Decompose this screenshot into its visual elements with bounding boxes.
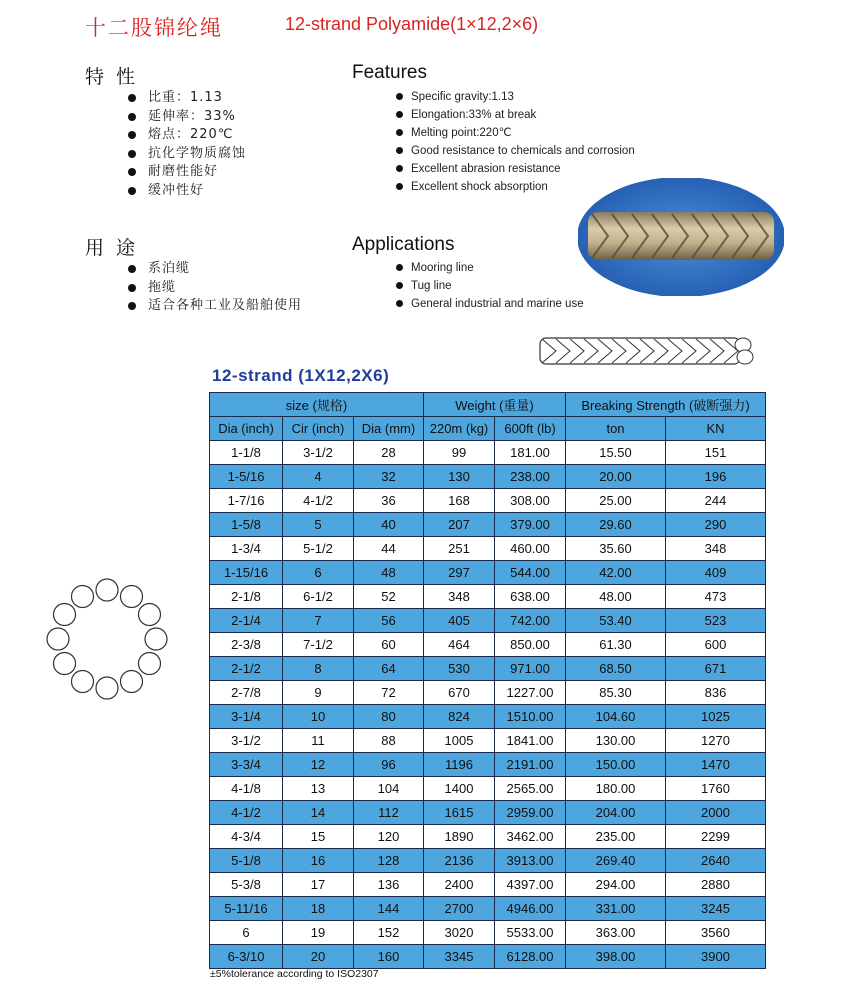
table-cell: 5 (283, 513, 354, 537)
table-cell: 151 (666, 441, 766, 465)
table-row (210, 633, 766, 657)
table-cell: 742.00 (495, 609, 566, 633)
table-cell: 530 (424, 657, 495, 681)
table-cell: 3900 (666, 945, 766, 969)
table-cell: 3-1/2 (283, 441, 354, 465)
features-heading-cn: 特 性 (85, 66, 139, 88)
rope-photo (578, 178, 784, 296)
table-row (210, 705, 766, 729)
table-cell: 670 (424, 681, 495, 705)
table-cell: 64 (354, 657, 424, 681)
table-cell: 2000 (666, 801, 766, 825)
cross-section-diagram (44, 576, 170, 702)
table-cell: 2880 (666, 873, 766, 897)
table-cell: 15 (283, 825, 354, 849)
table-cell: 850.00 (495, 633, 566, 657)
table-cell: 2-7/8 (210, 681, 283, 705)
table-cell: 4946.00 (495, 897, 566, 921)
table-row (210, 561, 766, 585)
tolerance-footnote: ±5%tolerance according to ISO2307 (210, 968, 379, 980)
table-cell: 1-1/8 (210, 441, 283, 465)
table-cell: 251 (424, 537, 495, 561)
table-row (210, 489, 766, 513)
table-cell: 9 (283, 681, 354, 705)
list-item: 耐磨性能好 (126, 163, 246, 182)
applications-heading-en: Applications (352, 234, 455, 255)
table-row (210, 465, 766, 489)
table-cell: 6 (283, 561, 354, 585)
table-cell: 130.00 (566, 729, 666, 753)
table-cell: 5-11/16 (210, 897, 283, 921)
table-cell: 3560 (666, 921, 766, 945)
applications-list-en (396, 259, 584, 313)
table-cell: 348 (424, 585, 495, 609)
table-cell: 238.00 (495, 465, 566, 489)
table-cell: 3245 (666, 897, 766, 921)
table-cell: 53.40 (566, 609, 666, 633)
table-cell: 28 (354, 441, 424, 465)
table-cell: 460.00 (495, 537, 566, 561)
table-cell: 405 (424, 609, 495, 633)
column-header: Dia (inch) (210, 417, 283, 441)
applications-heading-cn: 用 途 (85, 237, 139, 259)
table-row (210, 753, 766, 777)
table-cell: 1890 (424, 825, 495, 849)
table-cell: 544.00 (495, 561, 566, 585)
table-cell: 136 (354, 873, 424, 897)
table-cell: 25.00 (566, 489, 666, 513)
list-item: Elongation:33% at break (396, 106, 635, 124)
table-cell: 40 (354, 513, 424, 537)
table-cell: 1-15/16 (210, 561, 283, 585)
title-chinese: 十二股锦纶绳 (85, 16, 223, 40)
table-cell: 4397.00 (495, 873, 566, 897)
table-cell: 3-1/2 (210, 729, 283, 753)
table-cell: 3-1/4 (210, 705, 283, 729)
title-english: 12-strand Polyamide(1×12,2×6) (285, 14, 539, 34)
table-cell: 14 (283, 801, 354, 825)
table-cell: 971.00 (495, 657, 566, 681)
table-cell: 5533.00 (495, 921, 566, 945)
table-cell: 5-3/8 (210, 873, 283, 897)
list-item: 拖缆 (126, 279, 302, 298)
table-cell: 2-1/2 (210, 657, 283, 681)
table-cell: 671 (666, 657, 766, 681)
table-cell: 18 (283, 897, 354, 921)
table-cell: 836 (666, 681, 766, 705)
rope-drawing (538, 334, 754, 368)
table-cell: 2136 (424, 849, 495, 873)
table-cell: 308.00 (495, 489, 566, 513)
table-cell: 128 (354, 849, 424, 873)
table-cell: 244 (666, 489, 766, 513)
table-cell: 96 (354, 753, 424, 777)
table-cell: 85.30 (566, 681, 666, 705)
table-cell: 104 (354, 777, 424, 801)
table-cell: 130 (424, 465, 495, 489)
table-cell: 8 (283, 657, 354, 681)
table-cell: 68.50 (566, 657, 666, 681)
table-row (210, 921, 766, 945)
table-cell: 104.60 (566, 705, 666, 729)
table-cell: 6-1/2 (283, 585, 354, 609)
table-row (210, 441, 766, 465)
table-cell: 269.40 (566, 849, 666, 873)
table-cell: 144 (354, 897, 424, 921)
list-item: 延伸率：33% (126, 108, 246, 127)
table-cell: 1-7/16 (210, 489, 283, 513)
table-cell: 3-3/4 (210, 753, 283, 777)
column-header: ton (566, 417, 666, 441)
table-cell: 13 (283, 777, 354, 801)
list-item: Specific gravity:1.13 (396, 88, 635, 106)
applications-list-cn (126, 260, 302, 316)
table-cell: 16 (283, 849, 354, 873)
table-row (210, 849, 766, 873)
table-cell: 2-1/4 (210, 609, 283, 633)
table-cell: 1760 (666, 777, 766, 801)
table-cell: 56 (354, 609, 424, 633)
table-cell: 5-1/2 (283, 537, 354, 561)
table-cell: 150.00 (566, 753, 666, 777)
table-cell: 12 (283, 753, 354, 777)
table-cell: 1-5/16 (210, 465, 283, 489)
table-cell: 1025 (666, 705, 766, 729)
table-cell: 3913.00 (495, 849, 566, 873)
list-item: 缓冲性好 (126, 182, 246, 201)
table-cell: 88 (354, 729, 424, 753)
table-cell: 29.60 (566, 513, 666, 537)
table-row (210, 873, 766, 897)
table-cell: 7 (283, 609, 354, 633)
table-cell: 1510.00 (495, 705, 566, 729)
table-cell: 3462.00 (495, 825, 566, 849)
features-list-cn (126, 89, 246, 200)
list-item: 适合各种工业及船舶使用 (126, 297, 302, 316)
table-cell: 4 (283, 465, 354, 489)
table-cell: 398.00 (566, 945, 666, 969)
list-item: Mooring line (396, 259, 584, 277)
list-item: Excellent abrasion resistance (396, 160, 635, 178)
table-cell: 2400 (424, 873, 495, 897)
table-cell: 297 (424, 561, 495, 585)
table-cell: 4-1/2 (210, 801, 283, 825)
table-row (210, 657, 766, 681)
table-cell: 72 (354, 681, 424, 705)
table-cell: 4-1/2 (283, 489, 354, 513)
table-cell: 600 (666, 633, 766, 657)
table-cell: 1615 (424, 801, 495, 825)
list-item: 熔点：220℃ (126, 126, 246, 145)
table-cell: 638.00 (495, 585, 566, 609)
table-cell: 294.00 (566, 873, 666, 897)
table-cell: 2299 (666, 825, 766, 849)
table-row (210, 585, 766, 609)
table-cell: 181.00 (495, 441, 566, 465)
column-header: Cir (inch) (283, 417, 354, 441)
table-cell: 290 (666, 513, 766, 537)
table-row (210, 801, 766, 825)
table-cell: 160 (354, 945, 424, 969)
table-cell: 7-1/2 (283, 633, 354, 657)
table-cell: 44 (354, 537, 424, 561)
table-cell: 48 (354, 561, 424, 585)
table-cell: 180.00 (566, 777, 666, 801)
table-cell: 196 (666, 465, 766, 489)
table-cell: 1005 (424, 729, 495, 753)
table-cell: 99 (424, 441, 495, 465)
table-cell: 2640 (666, 849, 766, 873)
table-cell: 6 (210, 921, 283, 945)
table-cell: 42.00 (566, 561, 666, 585)
table-cell: 5-1/8 (210, 849, 283, 873)
table-cell: 10 (283, 705, 354, 729)
table-cell: 207 (424, 513, 495, 537)
table-cell: 235.00 (566, 825, 666, 849)
table-cell: 204.00 (566, 801, 666, 825)
table-cell: 2565.00 (495, 777, 566, 801)
column-header: 600ft (lb) (495, 417, 566, 441)
list-item: Good resistance to chemicals and corrosion (396, 142, 635, 160)
table-cell: 409 (666, 561, 766, 585)
table-cell: 1470 (666, 753, 766, 777)
table-cell: 1227.00 (495, 681, 566, 705)
table-cell: 2700 (424, 897, 495, 921)
features-heading-en: Features (352, 62, 427, 83)
table-cell: 19 (283, 921, 354, 945)
table-cell: 6-3/10 (210, 945, 283, 969)
table-cell: 348 (666, 537, 766, 561)
column-header: Dia (mm) (354, 417, 424, 441)
table-cell: 120 (354, 825, 424, 849)
table-cell: 48.00 (566, 585, 666, 609)
table-cell: 379.00 (495, 513, 566, 537)
table-cell: 1-5/8 (210, 513, 283, 537)
table-row (210, 777, 766, 801)
list-item: 抗化学物质腐蚀 (126, 145, 246, 164)
table-cell: 2-1/8 (210, 585, 283, 609)
column-header: 220m (kg) (424, 417, 495, 441)
table-title: 12-strand (1X12,2X6) (212, 366, 390, 385)
list-item: Melting point:220℃ (396, 124, 635, 142)
table-cell: 20.00 (566, 465, 666, 489)
list-item: General industrial and marine use (396, 295, 584, 313)
list-item: Tug line (396, 277, 584, 295)
group-header-weight: Weight (重量) (424, 393, 566, 417)
table-cell: 152 (354, 921, 424, 945)
list-item: 系泊缆 (126, 260, 302, 279)
table-row (210, 729, 766, 753)
table-cell: 60 (354, 633, 424, 657)
table-cell: 1270 (666, 729, 766, 753)
spec-table-body (210, 441, 766, 969)
list-item: 比重：1.13 (126, 89, 246, 108)
table-cell: 473 (666, 585, 766, 609)
table-cell: 1-3/4 (210, 537, 283, 561)
table-cell: 2-3/8 (210, 633, 283, 657)
table-cell: 824 (424, 705, 495, 729)
table-cell: 3020 (424, 921, 495, 945)
table-row (210, 897, 766, 921)
table-cell: 464 (424, 633, 495, 657)
table-cell: 4-1/8 (210, 777, 283, 801)
table-cell: 2191.00 (495, 753, 566, 777)
table-cell: 1196 (424, 753, 495, 777)
table-cell: 20 (283, 945, 354, 969)
table-cell: 36 (354, 489, 424, 513)
list-item: Excellent shock absorption (396, 178, 635, 196)
table-cell: 1400 (424, 777, 495, 801)
table-cell: 363.00 (566, 921, 666, 945)
table-cell: 32 (354, 465, 424, 489)
group-header-strength: Breaking Strength (破断强力) (566, 393, 766, 417)
table-cell: 15.50 (566, 441, 666, 465)
table-row (210, 609, 766, 633)
table-row (210, 825, 766, 849)
table-cell: 3345 (424, 945, 495, 969)
table-cell: 52 (354, 585, 424, 609)
table-cell: 11 (283, 729, 354, 753)
table-row (210, 945, 766, 969)
table-cell: 17 (283, 873, 354, 897)
table-cell: 168 (424, 489, 495, 513)
table-cell: 61.30 (566, 633, 666, 657)
table-cell: 35.60 (566, 537, 666, 561)
table-cell: 6128.00 (495, 945, 566, 969)
table-row (210, 513, 766, 537)
table-cell: 80 (354, 705, 424, 729)
table-cell: 1841.00 (495, 729, 566, 753)
column-header: KN (666, 417, 766, 441)
table-cell: 112 (354, 801, 424, 825)
table-cell: 523 (666, 609, 766, 633)
table-row (210, 681, 766, 705)
table-cell: 4-3/4 (210, 825, 283, 849)
table-cell: 331.00 (566, 897, 666, 921)
spec-table (209, 392, 766, 969)
table-row (210, 537, 766, 561)
group-header-size: size (规格) (210, 393, 424, 417)
table-cell: 2959.00 (495, 801, 566, 825)
